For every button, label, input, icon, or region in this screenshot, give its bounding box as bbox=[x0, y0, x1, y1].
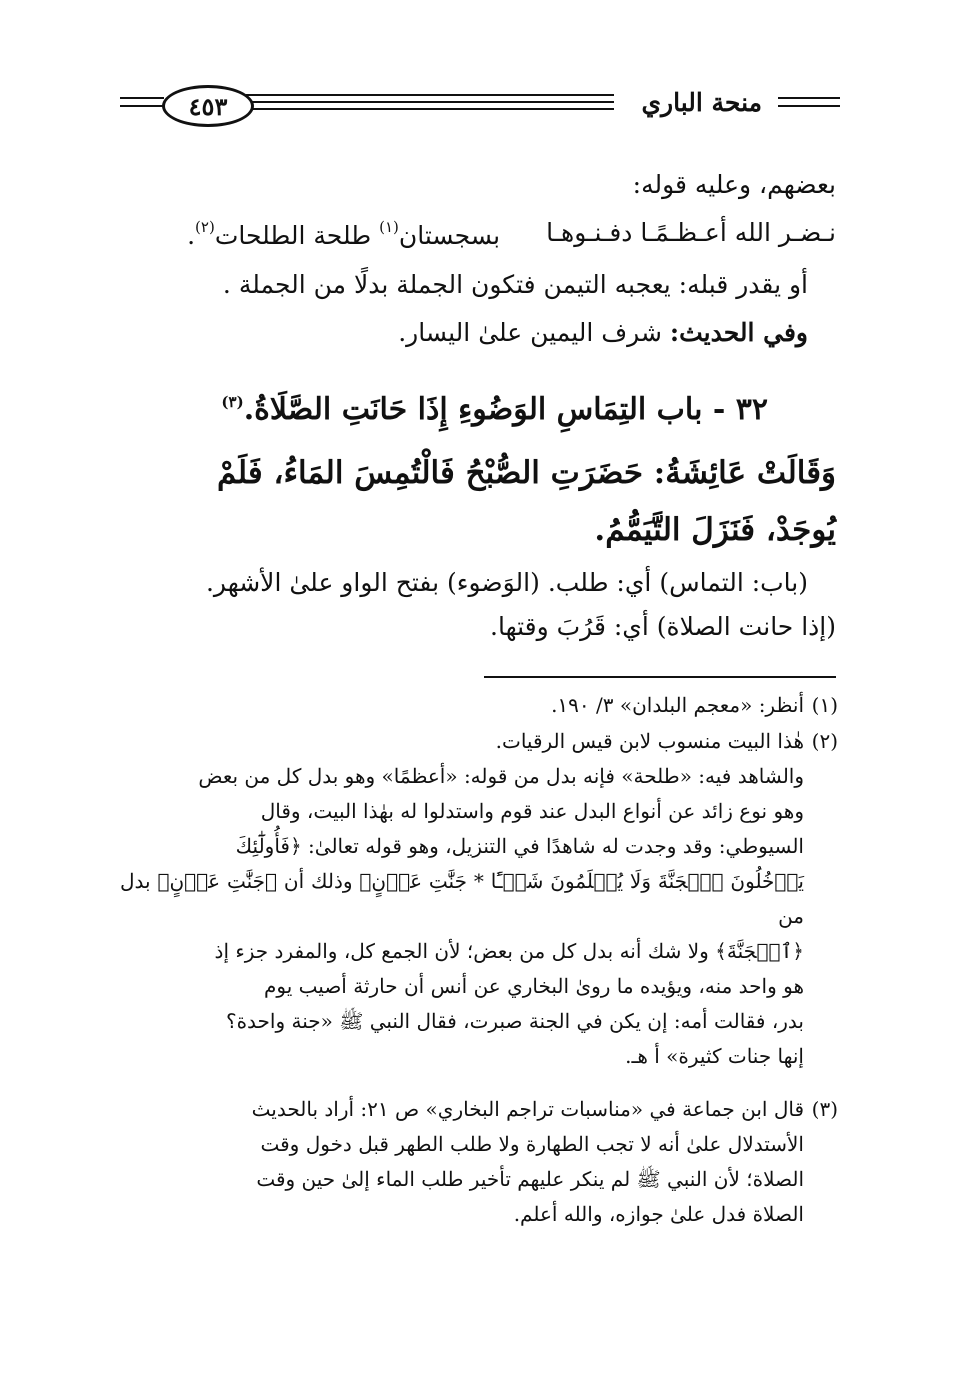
footnote-line: هٰذا البيت منسوب لابن قيس الرقيات. bbox=[495, 729, 804, 753]
footnote-1 bbox=[120, 688, 838, 723]
commentary-line: (باب: التماس) أي: طلب. (الوَضوء) بفتح الواو علىٰ الأشهر. bbox=[205, 568, 808, 597]
running-title: منحة الباري bbox=[641, 88, 762, 117]
hadith-text: شرف اليمين علىٰ اليسار. bbox=[398, 318, 662, 347]
footnote-line: وهو نوع زائد عن أنواع البدل عند قوم واستدلوا له بهٰذا البيت، وقال bbox=[260, 799, 804, 823]
footnote-marker: (٢) bbox=[811, 729, 838, 753]
footnote-line: بدر، فقالت أمه: إن يكن في الجنة صبرت، فقال النبي ﷺ «جنة واحدة؟ bbox=[225, 1009, 804, 1033]
header-rule bbox=[778, 105, 840, 107]
chapter-heading-text: ٣٢ - باب التِمَاسِ الوَضُوءِ إِذَا حَانَتِ الصَّلَاةُ. bbox=[243, 392, 768, 427]
footnote-3 bbox=[120, 1092, 838, 1232]
commentary-line: (إذا حانت الصلاة) أي: قَرُبَ وقتها. bbox=[490, 612, 836, 641]
header-rule bbox=[246, 108, 614, 110]
footnote-ref[interactable]: (٣) bbox=[221, 393, 244, 411]
header-rule bbox=[778, 97, 840, 99]
header-rule bbox=[120, 105, 164, 107]
footnote-line: الصلاة فدل علىٰ جوازه، والله أعلم. bbox=[513, 1202, 804, 1226]
poem-word: طلحة الطلحات bbox=[214, 221, 372, 250]
footnote-line: الصلاة؛ لأن النبي ﷺ لم ينكر عليهم تأخير طلب الماء إلىٰ حين وقت bbox=[256, 1167, 804, 1191]
page-number-oval bbox=[162, 85, 254, 127]
footnote-marker: (٣) bbox=[811, 1097, 838, 1121]
footnote-line: هو واحد منه، ويؤيده ما روىٰ البخاري عن أنس أن حارثة أصيب يوم bbox=[264, 974, 804, 998]
footnote-line: إنها جنات كثيرة» أ هـ. bbox=[625, 1044, 804, 1068]
footnote-line: السيوطي: وقد وجدت له شاهدًا في التنزيل، وهو قوله تعالىٰ: ﴿فَأُولَٰٓئِكَ bbox=[235, 834, 804, 858]
chapter-heading bbox=[221, 392, 768, 427]
footnote-ref[interactable]: (٢) bbox=[195, 218, 215, 236]
footnote-line: قال ابن جماعة في «مناسبات تراجم البخاري» ص ٢١: أراد بالحديث bbox=[251, 1097, 804, 1121]
header-rule bbox=[120, 97, 164, 99]
body-line: بعضهم، وعليه قوله: bbox=[632, 170, 836, 199]
poem-word: بسجستان bbox=[398, 221, 501, 250]
footnote-line: والشاهد فيه: «طلحة» فإنه بدل من قوله: «أعظمًا» وهو بدل كل من بعض bbox=[198, 764, 804, 788]
body-line: أو يقدر قبله: يعجبه التيمن فتكون الجملة بدلًا من الجملة . bbox=[222, 270, 808, 299]
footnote-line: الأستدلال علىٰ أنه لا تجب الطهارة ولا طلب الطهر قبل دخول وقت bbox=[260, 1132, 804, 1156]
poem-hemistich-2: بسجستان$^{(١)}$ طلحة الطلحات$^{(٢)}$. bbox=[187, 218, 501, 250]
footnote-line: يَدۡخُلُونَ ٱلۡجَنَّةَ وَلَا يُظۡلَمُونَ شَيۡـًٔا * جَنَّٰتِ عَدۡنٍ﴾ وذلك أن ﴿جَنَّٰتِ عَدۡنٍ﴾ بدل من bbox=[120, 869, 804, 928]
footnote-ref[interactable]: (١) bbox=[379, 218, 399, 236]
footnote-line: أنظر: «معجم البلدان» ٣/ ١٩٠. bbox=[551, 693, 804, 717]
footnote-2 bbox=[120, 724, 838, 1074]
hadith-line: وَقَالَتْ عَائِشَةُ: حَضَرَتِ الصُّبْحُ فَالْتُمِسَ المَاءُ، فَلَمْ bbox=[216, 455, 836, 491]
body-line bbox=[398, 318, 808, 347]
footnote-line: ﴿ٱلۡجَنَّةَ﴾ ولا شك أنه بدل كل من بعض؛ لأن الجمع كل، والمفرد جزء إذ bbox=[214, 939, 804, 963]
footnote-marker: (١) bbox=[811, 693, 838, 717]
header-rule bbox=[246, 101, 614, 103]
poem-hemistich-1: نـضـر الله أعـظـمًـا دفـنـوهـا bbox=[546, 218, 836, 247]
hadith-label: وفي الحديث: bbox=[669, 318, 808, 347]
poem-verse bbox=[187, 218, 836, 250]
page-number: ٤٥٣ bbox=[188, 91, 228, 121]
header-rule bbox=[246, 94, 614, 96]
hadith-line: يُوجَدْ، فَنَزَلَ التَّيَمُّمُ. bbox=[594, 512, 836, 548]
page-header bbox=[120, 80, 840, 130]
footnote-separator bbox=[484, 676, 836, 678]
